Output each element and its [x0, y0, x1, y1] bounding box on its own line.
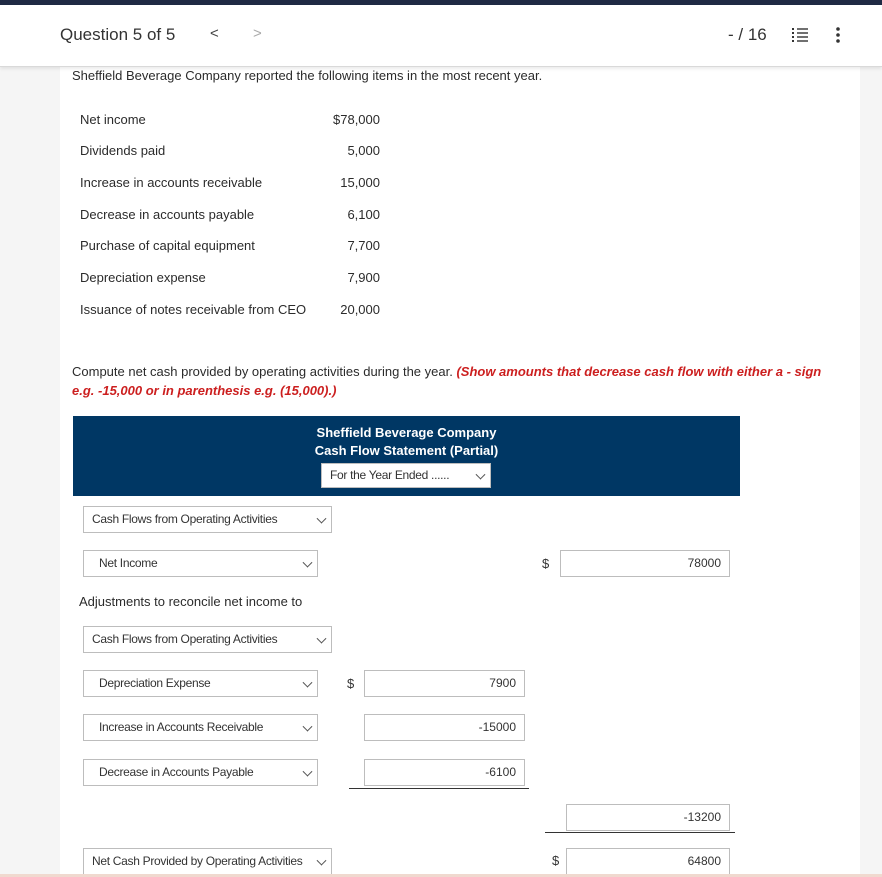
currency-symbol: $ — [552, 853, 560, 868]
list-icon[interactable] — [791, 27, 809, 43]
item-label: Issuance of notes receivable from CEO — [80, 302, 307, 317]
adjust-section-select[interactable]: Cash Flows from Operating Activities — [83, 626, 332, 653]
total-rule — [545, 832, 735, 833]
adjustment-input-3[interactable]: -6100 — [364, 759, 525, 786]
item-value: 6,100 — [347, 207, 380, 222]
score-display: - / 16 — [728, 25, 767, 44]
adjustment-select-3[interactable]: Decrease in Accounts Payable — [83, 759, 318, 786]
question-counter: Question 5 of 5 — [60, 25, 176, 44]
net-income-input[interactable]: 78000 — [560, 550, 730, 577]
statement-title: Cash Flow Statement (Partial) — [314, 443, 499, 458]
adjustments-label: Adjustments to reconcile net income to — [79, 594, 303, 609]
item-value: 15,000 — [340, 175, 380, 190]
section-select[interactable]: Cash Flows from Operating Activities — [83, 506, 332, 533]
net-income-select[interactable]: Net Income — [83, 550, 318, 577]
instruction-note: (Show amounts that decrease cash flow with either a - sign e.g. -15,000 or in parenthesis e.g. (15,000).) — [72, 364, 822, 398]
next-question-button[interactable]: > — [253, 25, 262, 42]
adjustment-input-2[interactable]: -15000 — [364, 714, 525, 741]
item-label: Net income — [80, 112, 146, 127]
item-value: $78,000 — [333, 112, 380, 127]
item-label: Depreciation expense — [80, 270, 206, 285]
item-label: Purchase of capital equipment — [80, 238, 255, 253]
question-header — [0, 5, 882, 67]
instruction-plain: Compute net cash provided by operating activities during the year. — [72, 364, 457, 379]
item-value: 7,900 — [347, 270, 380, 285]
page-background-right — [860, 66, 882, 877]
adjustment-input-1[interactable]: 7900 — [364, 670, 525, 697]
item-label: Decrease in accounts payable — [80, 207, 255, 222]
item-value: 20,000 — [340, 302, 380, 317]
net-cash-input[interactable]: 64800 — [566, 848, 730, 875]
item-value: 7,700 — [347, 238, 380, 253]
more-vertical-icon[interactable] — [833, 25, 843, 45]
item-value: 5,000 — [347, 143, 380, 158]
item-label: Dividends paid — [80, 143, 166, 158]
previous-question-button[interactable]: < — [210, 25, 219, 42]
page-background-left — [0, 66, 60, 877]
period-select[interactable]: For the Year Ended ...... — [321, 463, 491, 488]
net-cash-select[interactable]: Net Cash Provided by Operating Activities — [83, 848, 332, 875]
total-adjustments-input[interactable]: -13200 — [566, 804, 730, 831]
instruction-text — [72, 362, 842, 400]
company-name: Sheffield Beverage Company — [316, 425, 497, 440]
currency-symbol: $ — [347, 676, 355, 691]
item-label: Increase in accounts receivable — [80, 175, 263, 190]
statement-header-banner — [73, 416, 740, 496]
adjustment-select-1[interactable]: Depreciation Expense — [83, 670, 318, 697]
subtotal-rule — [349, 788, 529, 789]
adjustment-select-2[interactable]: Increase in Accounts Receivable — [83, 714, 318, 741]
currency-symbol: $ — [542, 556, 550, 571]
problem-intro: Sheffield Beverage Company reported the following items in the most recent year. — [72, 68, 543, 83]
